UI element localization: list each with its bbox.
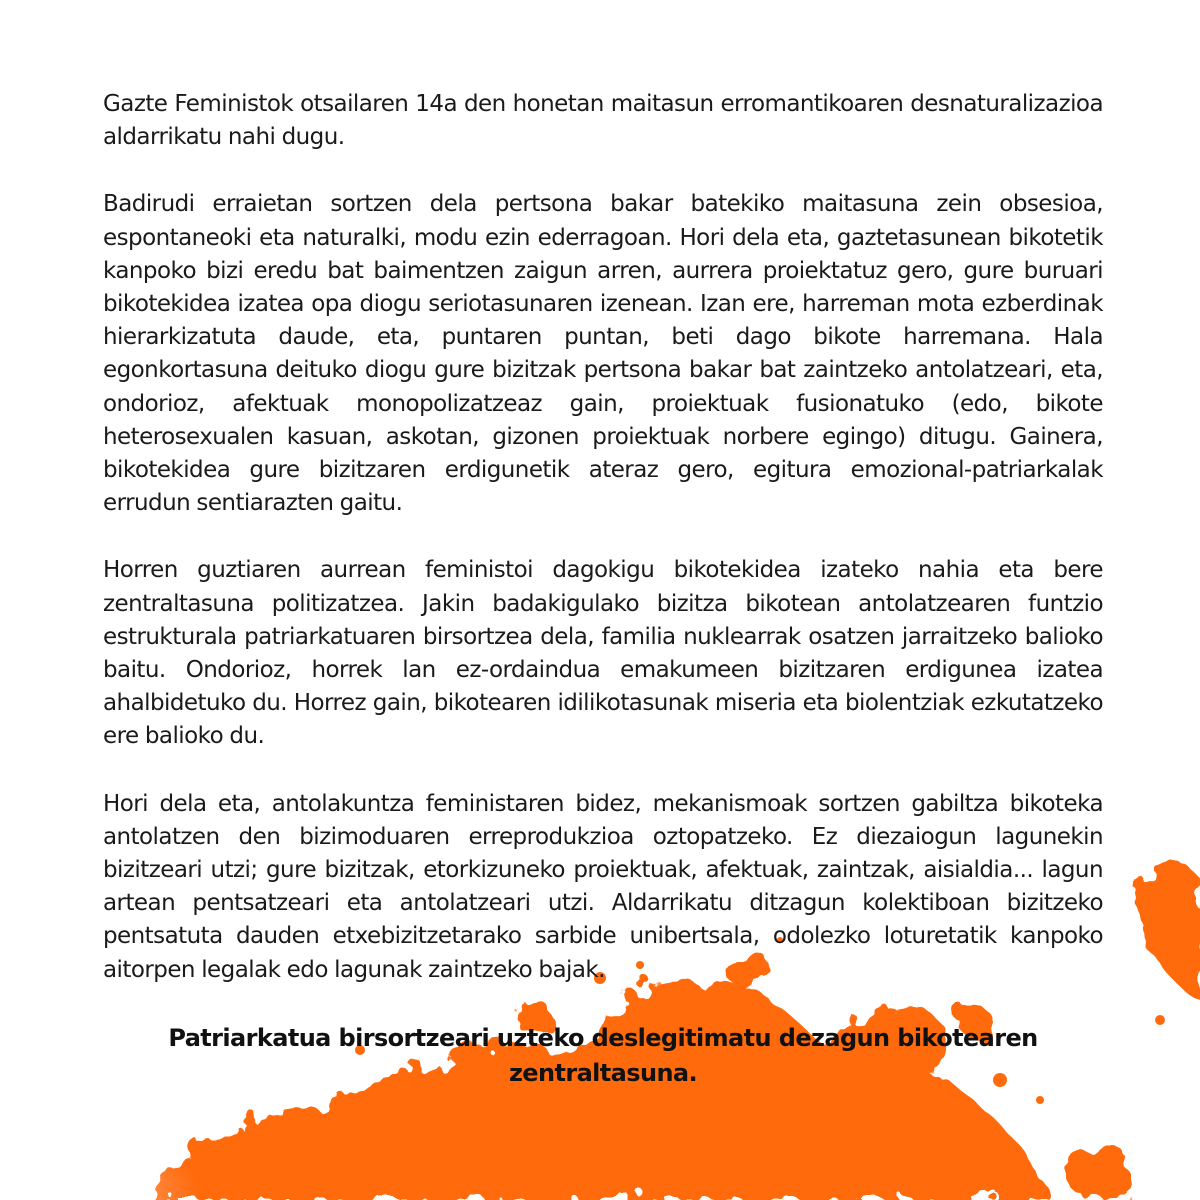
article-body xyxy=(103,88,1103,1091)
paragraph-mechanisms: Hori dela eta, antolakuntza feministaren bidez, mekanismoak sortzen gabiltza bikoteka antolatzen den bizimoduaren erreprodukzioa oztopatzeko. Ez diezaiogun lagunekin bizitzeari utzi; gure bizitzak, etorkizuneko proiektuak, afektuak, zaintzak, aisialdia... lagun artean pentsatzeari eta antolatzeari utzi. Aldarrikatu ditzagun kolektiboan bizitzeko pentsatuta dauden etxebizitzetarako sarbide unibertsala, odolezko loturetatik kanpoko aitorpen legalak edo lagunak zaintzeko bajak. xyxy=(103,790,1103,983)
paragraph-intro: Gazte Feministok otsailaren 14a den honetan maitasun erromantikoaren desnaturalizazioa aldarrikatu nahi dugu. xyxy=(103,91,1103,151)
paragraph-politicize-couple: Horren guztiaren aurrean feministoi dagokigu bikotekidea izateko nahia eta bere zentraltasuna politizatzea. Jakin badakigulako bizitza bikotean antolatzearen funtzio estrukturala patriarkatuaren birsortzea dela, familia nuklearrak osatzen jarraitzeko balioko baitu. Ondorioz, horrek lan ez-ordaindua emakumeen bizitzaren erdigunea izatea ahalbidetuko du. Horrez gain, bikotearen idilikotasunak miseria eta biolentziak ezkutatzeko ere balioko du. xyxy=(103,557,1103,750)
paragraph-romantic-love: Badirudi erraietan sortzen dela pertsona bakar batekiko maitasuna zein obsesioa, espontaneoki eta naturalki, modu ezin ederragoan. Hori dela eta, gaztetasunean bikotetik kanpoko bizi eredu bat baimentzen zaigun arren, aurrera proiektatuz gero, gure buruari bikotekidea izatea opa diogu seriotasunaren izenean. Izan ere, harreman mota ezberdinak hierarkizatuta daude, eta, puntaren puntan, beti dago bikote harremana. Hala egonkortasuna deituko diogu gure bizitzak pertsona bakar bat zaintzeko antolatzeari, eta, ondorioz, afektuak monopolizatzeaz gain, proiektuak fusionatuko (edo, bikote heterosexualen kasuan, askotan, gizonen proiektuak norbere egingo) ditugu. Gainera, bikotekidea gure bizitzaren erdigunetik ateraz gero, egitura emozional-patriarkalak errudun sentiarazten gaitu. xyxy=(103,191,1103,517)
closing-statement: Patriarkatua birsortzeari uzteko deslegitimatu dezagun bikotearen zentraltasuna. xyxy=(168,1023,1038,1087)
